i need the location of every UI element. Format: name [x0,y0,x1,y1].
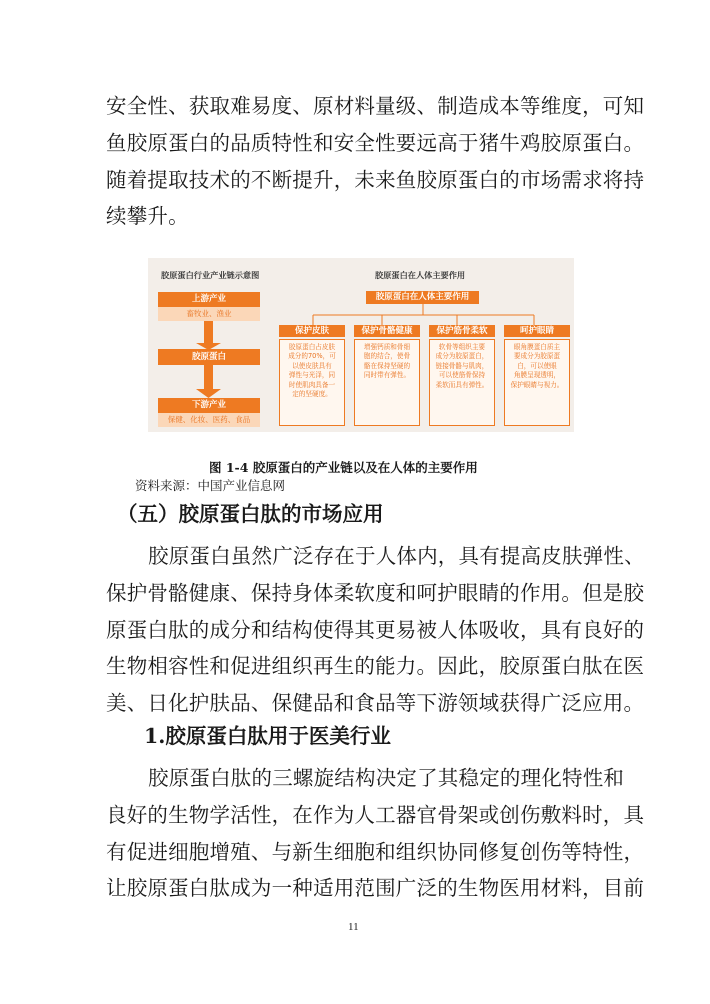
function-label: 呵护眼睛 [504,325,570,337]
figure-caption: 图 1-4 胶原蛋白的产业链以及在人体的主要作用 [209,460,478,475]
text-line: 保护骨骼健康、保持身体柔软度和呵护眼睛的作用。但是胶 [106,580,645,605]
function-description: 眼角膜蛋白质主 要成分为胶原蛋 白，可以使眼 角膜呈现透明， 保护眼睛与视力。 [504,339,570,426]
text-line: 原蛋白肽的成分和结构使得其更易被人体吸收，具有良好的 [106,617,645,642]
text-line: 随着提取技术的不断提升，未来鱼胶原蛋白的市场需求将持 [106,167,645,192]
text-line: 有促进细胞增殖、与新生细胞和组织协同修复创伤等特性， [106,839,645,864]
collagen-box: 胶原蛋白 [158,349,260,365]
function-label: 保护骨骼健康 [354,325,420,337]
function-description: 增强钙质和骨细 胞的结合，使骨 骼在保持坚硬的 同时带有弹性。 [354,339,420,426]
text-line: 胶原蛋白肽的三螺旋结构决定了其稳定的理化特性和 [148,766,625,790]
text-line: 让胶原蛋白肽成为一种适用范围广泛的生物医用材料，目前 [106,876,645,901]
text-line: 生物相容性和促进组织再生的能力。因此，胶原蛋白肽在医 [106,654,645,679]
text-line: 胶原蛋白虽然广泛存在于人体内，具有提高皮肤弹性、 [148,544,645,568]
downstream-detail: 保健、化妆、医药、食品 [158,413,260,427]
function-label: 保护皮肤 [279,325,345,337]
function-description: 软骨等组织主要 成分为胶原蛋白， 链接骨骼与肌肉， 可以使筋骨保持 柔软而具有弹性。 [429,339,495,426]
flow-arrow-icon [196,321,221,350]
page-number: 11 [348,921,359,933]
text-line: 续攀升。 [106,204,189,229]
figure-left-title: 胶原蛋白行业产业链示意图 [161,270,260,280]
medical-beauty-paragraph [106,760,645,907]
downstream-box: 下游产业 [158,398,260,413]
section-heading: （五）胶原蛋白肽的市场应用 [117,502,384,526]
text-line: 安全性、获取难易度、原材料量级、制造成本等维度，可知 [106,94,645,118]
function-label: 保护筋骨柔软 [429,325,495,337]
figure-right-title: 胶原蛋白在人体主要作用 [375,270,466,280]
upstream-detail: 畜牧业、渔业 [158,307,260,321]
upstream-box: 上游产业 [158,292,260,307]
text-line: 良好的生物学活性，在作为人工器官骨架或创伤敷料时，具 [106,802,645,827]
market-application-paragraph [106,538,645,722]
function-description: 胶原蛋白占皮肤 成分的70%，可 以使皮肤具有 弹性与光泽，同 时使肌肉具备一 定的坚硬度。 [279,339,345,426]
figure-source: 资料来源：中国产业信息网 [135,478,286,493]
text-line: 美、日化护肤品、保健品和食品等下游领域获得广泛应用。 [106,691,645,716]
intro-paragraph [106,88,645,235]
text-line: 鱼胶原蛋白的品质特性和安全性要远高于猪牛鸡胶原蛋白。 [106,130,645,155]
function-root-box: 胶原蛋白在人体主要作用 [366,291,479,304]
subsection-heading: 1.胶原蛋白肽用于医美行业 [144,724,391,748]
industry-chain-figure [148,258,574,432]
flow-arrow-icon [196,365,221,398]
